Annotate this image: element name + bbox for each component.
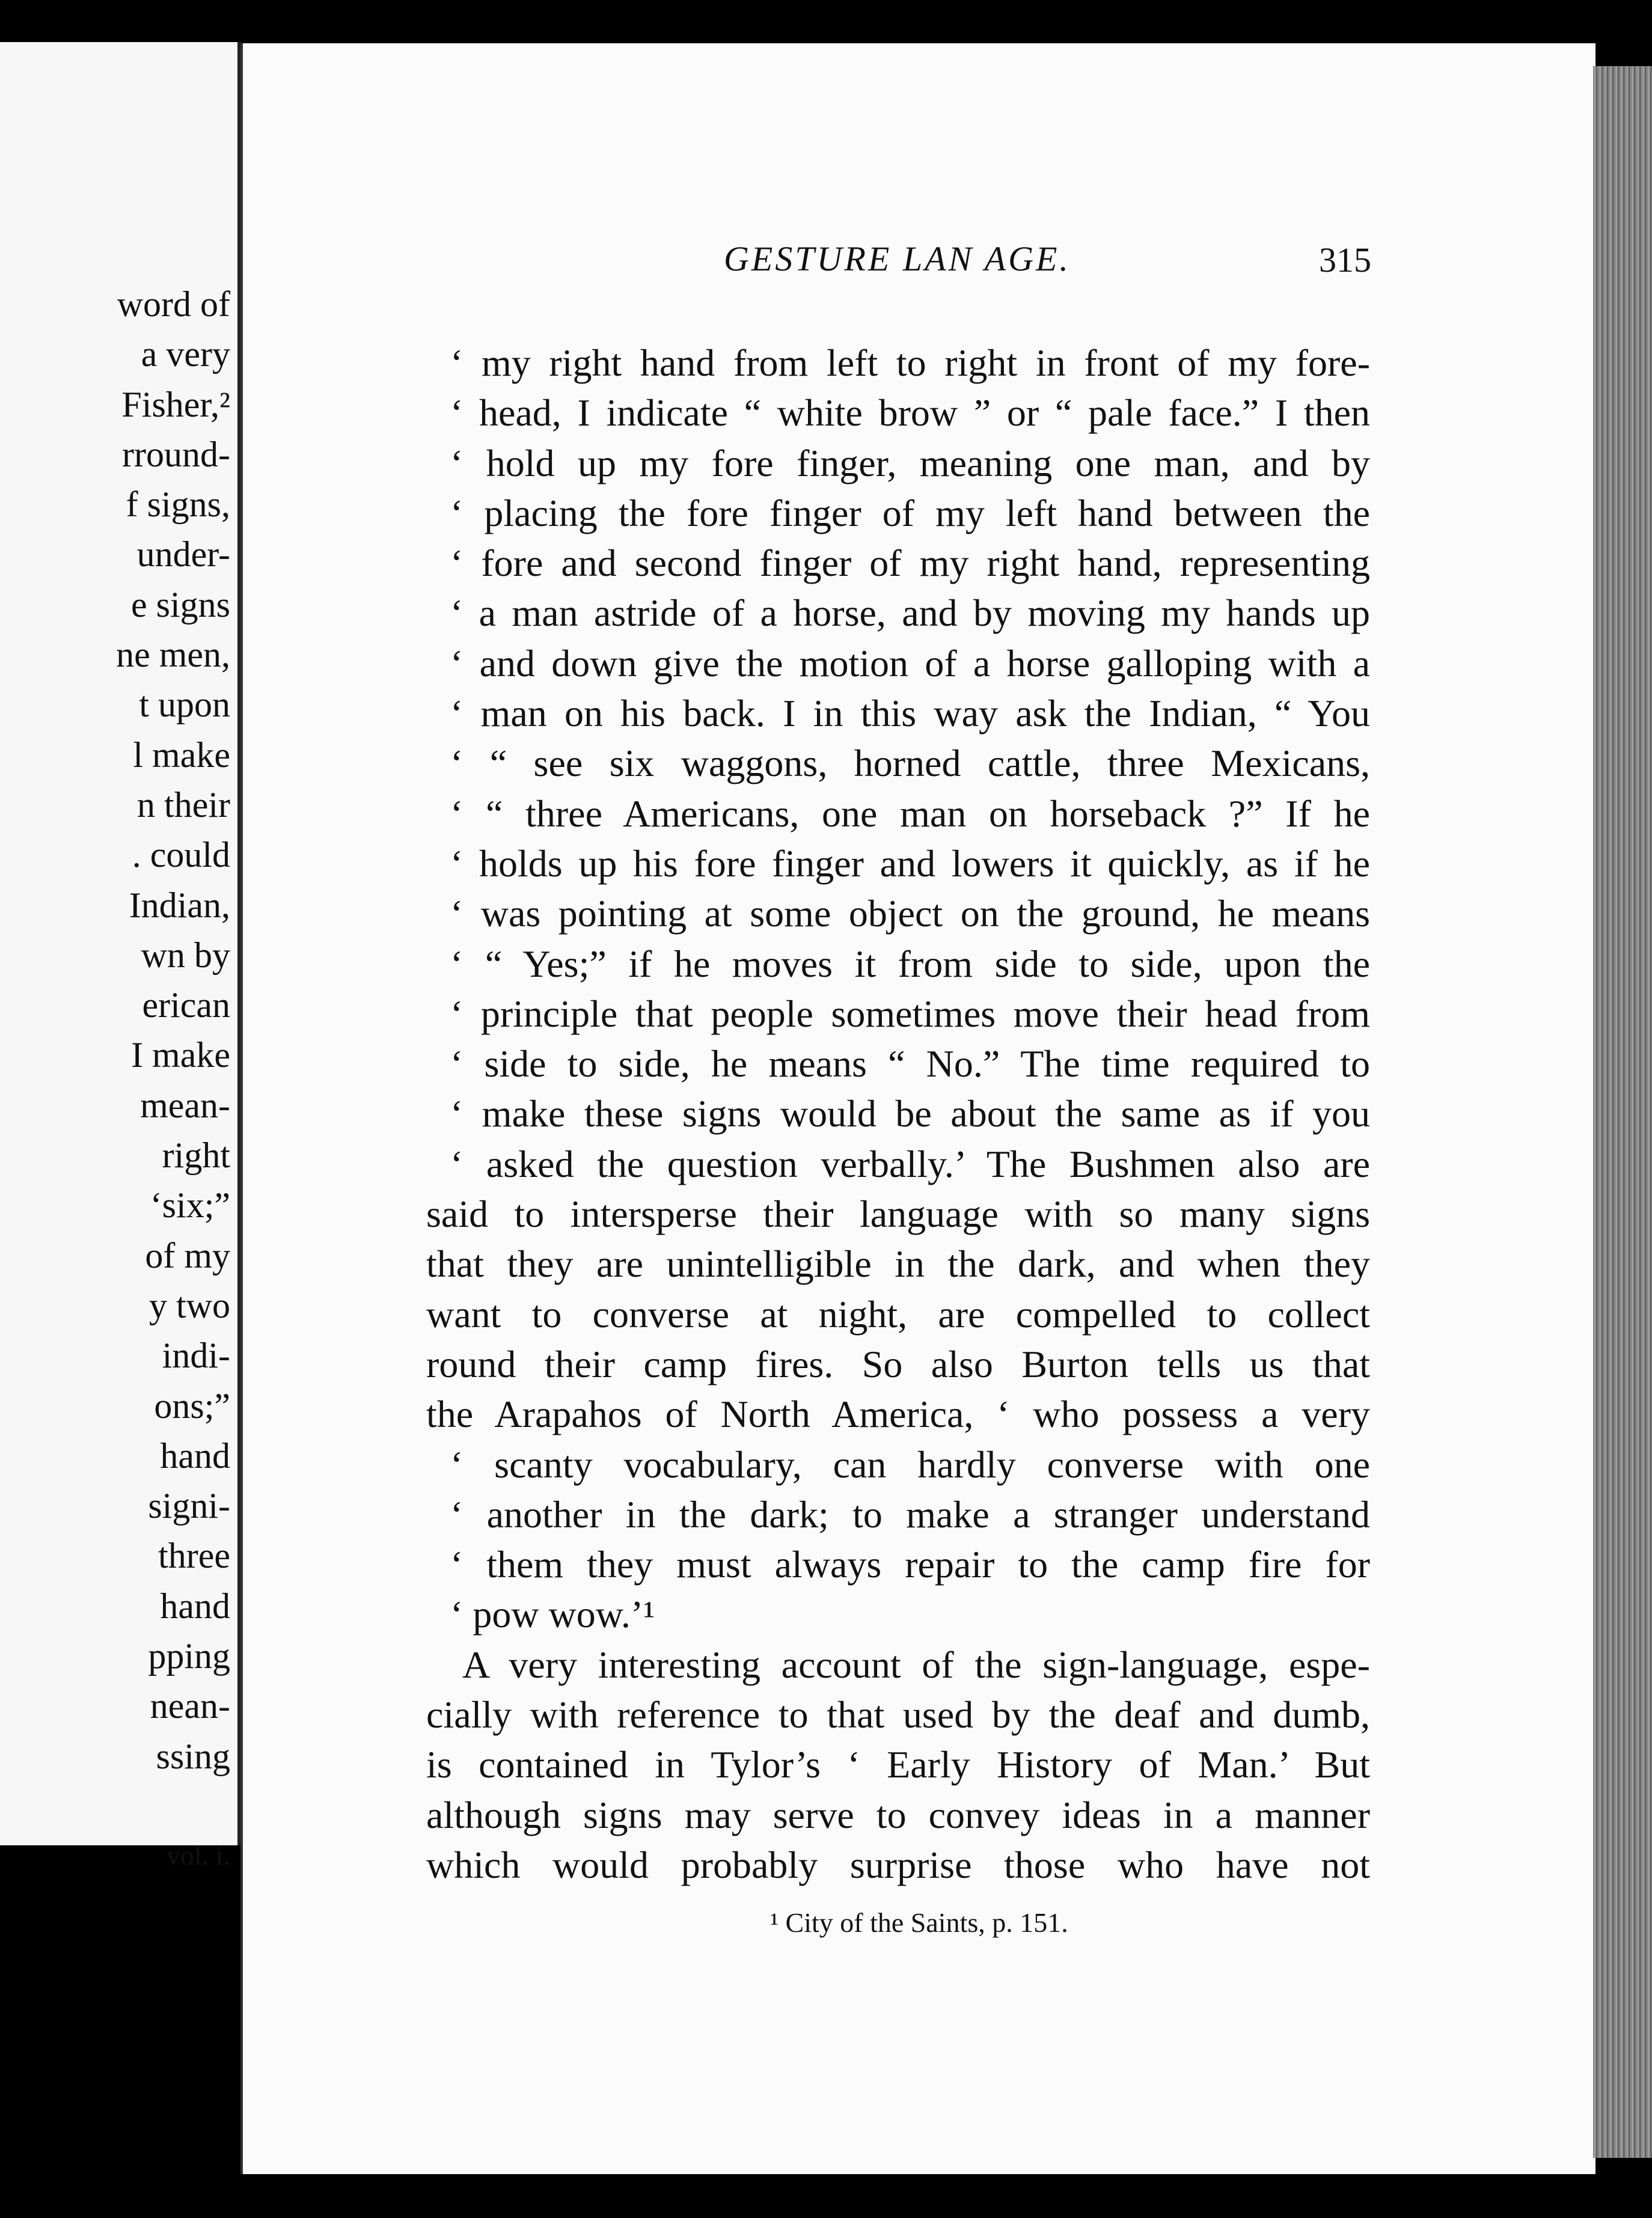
text-line: is contained in Tylor’s ‘ Early History of Man.’ But <box>426 1743 1370 1786</box>
left-page-line: t upon <box>139 685 230 725</box>
left-page-line: word of <box>117 284 230 324</box>
text-line: round their camp fires. So also Burton tells us that <box>426 1342 1370 1385</box>
text-line: that they are unintelligible in the dark, and when they <box>426 1242 1370 1286</box>
text-line: ‘ placing the fore finger of my left hand between the <box>450 491 1370 534</box>
page-header <box>243 239 1595 287</box>
left-page-line: hand <box>160 1435 230 1476</box>
left-page-line: e signs <box>131 584 230 625</box>
left-page-line: three <box>158 1536 230 1576</box>
text-line: ‘ another in the dark; to make a stranger understand <box>450 1492 1370 1536</box>
text-line: ‘ fore and second finger of my right hand, representing <box>450 542 1370 585</box>
left-page-line: f signs, <box>126 484 230 525</box>
text-line: ‘ asked the question verbally.’ The Bushmen also are <box>450 1142 1370 1185</box>
text-line: ‘ principle that people sometimes move their head from <box>450 992 1370 1035</box>
left-page-line: Fisher,² <box>121 384 230 424</box>
left-page-line: a very <box>141 334 230 374</box>
left-page-line: under- <box>136 534 230 575</box>
left-page-footnote: vol. i. <box>166 1840 230 1871</box>
text-line: the Arapahos of North America, ‘ who possess a very <box>426 1393 1370 1436</box>
text-line: ‘ head, I indicate “ white brow ” or “ pale face.” I then <box>450 391 1370 435</box>
text-line: ‘ them they must always repair to the camp fire for <box>450 1543 1370 1586</box>
left-page-line: wn by <box>141 935 230 975</box>
left-page-line: Indian, <box>129 885 230 925</box>
text-line: ‘ man on his back. I in this way ask the Indian, “ You <box>450 692 1370 735</box>
left-page-line: ne men, <box>116 635 230 675</box>
left-page-text <box>0 280 237 1782</box>
text-line: ‘ “ see six waggons, horned cattle, three Mexicans, <box>450 742 1370 785</box>
text-line: although signs may serve to convey ideas in a manner <box>426 1793 1370 1836</box>
left-page-line: y two <box>149 1285 230 1325</box>
text-line: ‘ side to side, he means “ No.” The time required to <box>450 1042 1370 1086</box>
left-page-line: nean- <box>150 1686 230 1726</box>
text-line: ‘ holds up his fore finger and lowers it quickly, as if he <box>450 842 1370 885</box>
left-page-line: of my <box>145 1235 230 1276</box>
text-line: ‘ was pointing at some object on the ground, he means <box>450 892 1370 935</box>
text-line: ‘ make these signs would be about the same as if you <box>450 1092 1370 1135</box>
left-page-line: pping <box>148 1636 230 1676</box>
left-page-line: rround- <box>122 434 230 474</box>
running-title: GESTURE LAN AGE. <box>724 239 1071 278</box>
footnote: ¹ City of the Saints, p. 151. <box>770 1907 1068 1938</box>
text-line: ‘ and down give the motion of a horse galloping with a <box>450 641 1370 685</box>
left-page-line: signi- <box>148 1486 230 1526</box>
text-line: which would probably surprise those who have not <box>426 1843 1370 1886</box>
left-page-line: right <box>162 1135 230 1176</box>
text-line: want to converse at night, are compelled to collect <box>426 1292 1370 1336</box>
text-line: said to intersperse their language with so many signs <box>426 1193 1370 1236</box>
book-page-edges <box>1593 66 1652 2158</box>
left-page-line: mean- <box>140 1085 230 1125</box>
left-page-line: . could <box>132 835 230 875</box>
left-page-line: n their <box>137 784 230 825</box>
page-number: 315 <box>1319 240 1371 280</box>
left-page-line: I make <box>131 1035 230 1075</box>
text-line: cially with reference to that used by the deaf and dumb, <box>426 1693 1370 1737</box>
left-facing-page <box>0 42 241 1871</box>
text-line: ‘ pow wow.’¹ <box>450 1593 655 1636</box>
text-line: ‘ hold up my fore finger, meaning one man, and by <box>450 441 1370 484</box>
text-line: ‘ my right hand from left to right in front of my fore- <box>450 341 1370 384</box>
text-line: ‘ “ Yes;” if he moves it from side to side, upon the <box>450 942 1370 985</box>
left-page-line: ‘six;” <box>150 1185 230 1226</box>
text-line: ‘ scanty vocabulary, can hardly converse with one <box>450 1443 1370 1486</box>
text-line: A very interesting account of the sign-language, espe- <box>462 1643 1370 1686</box>
text-line: ‘ a man astride of a horse, and by moving my hands up <box>450 591 1370 635</box>
text-line: ‘ “ three Americans, one man on horseback ?” If he <box>450 792 1370 835</box>
left-page-line: ons;” <box>154 1385 230 1426</box>
left-page-line: ssing <box>156 1736 230 1776</box>
left-page-line: erican <box>142 985 230 1025</box>
right-page <box>240 43 1595 2174</box>
body-text <box>426 338 1370 1890</box>
left-page-line: hand <box>160 1586 230 1626</box>
left-page-line: l make <box>133 735 230 775</box>
left-page-line: indi- <box>162 1336 230 1376</box>
